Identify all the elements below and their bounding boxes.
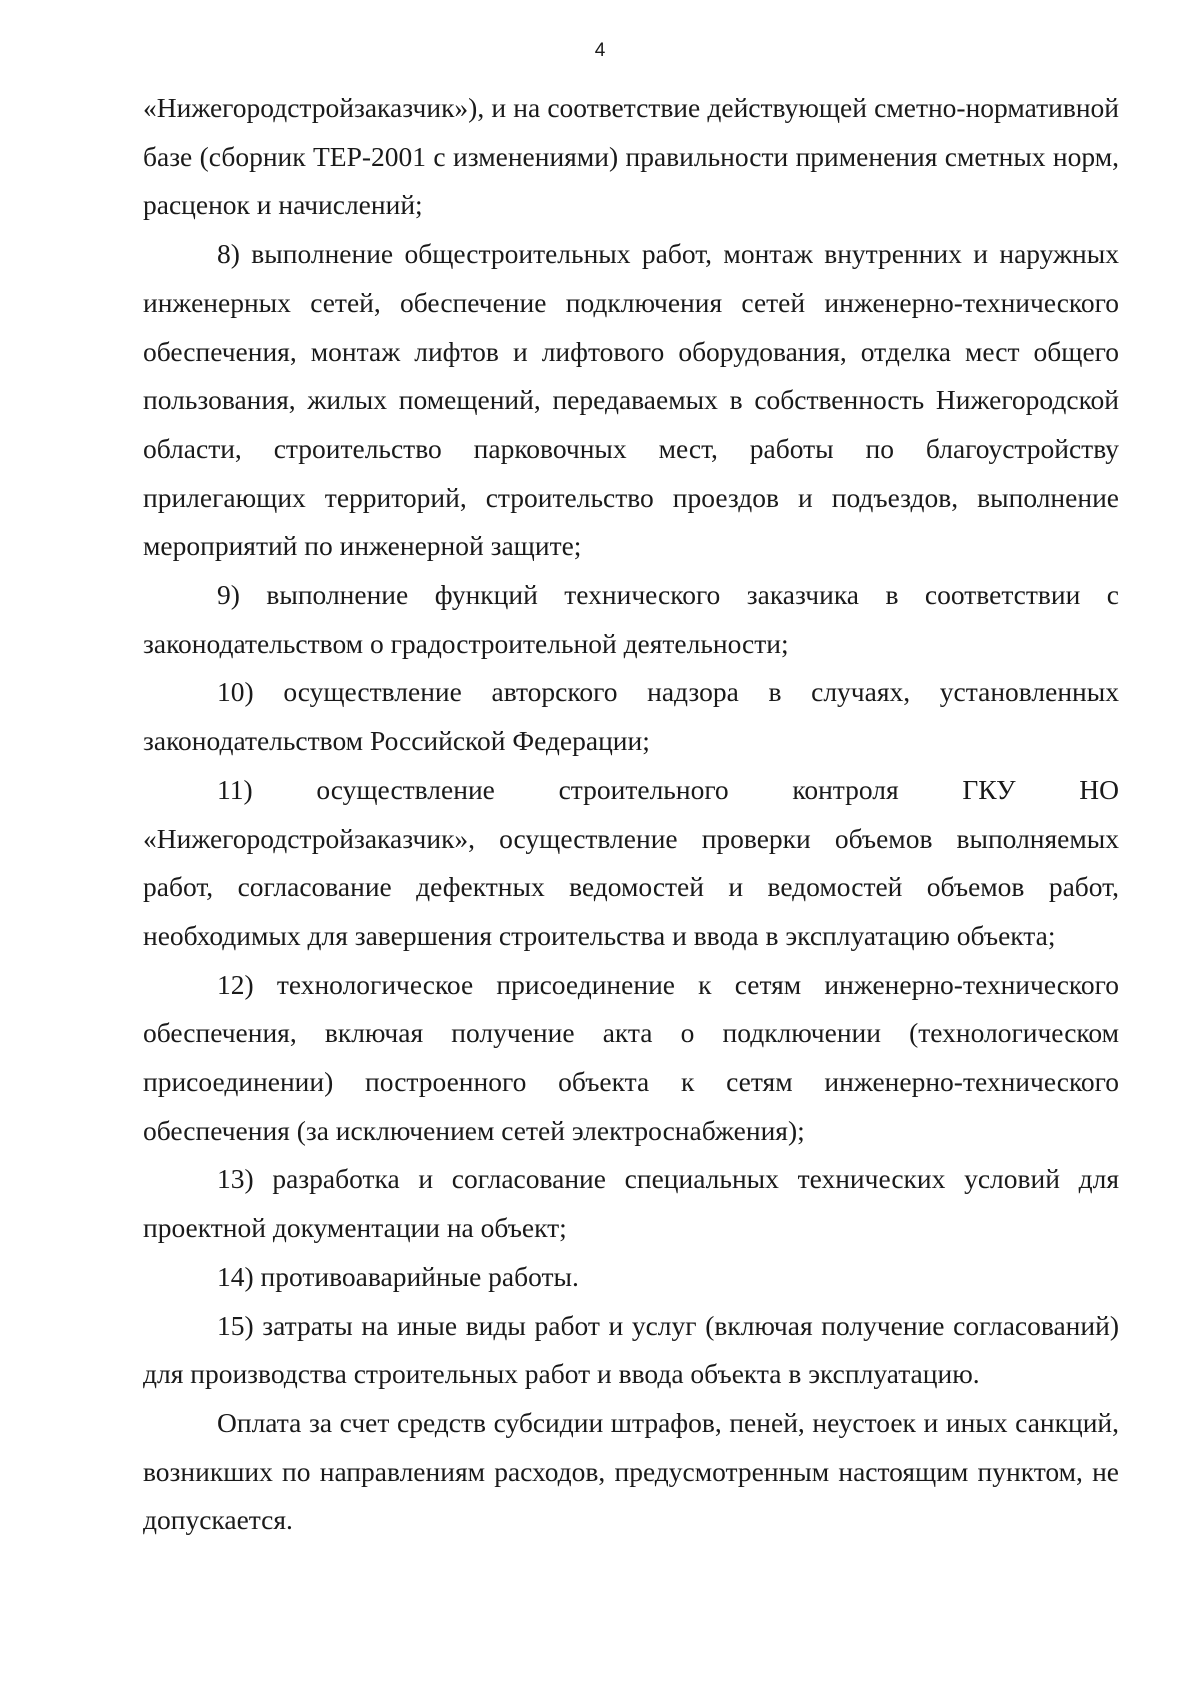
paragraph-item-13: 13) разработка и согласование специальных технических условий для проектной документации на объект; [143,1163,1119,1244]
paragraph-item-10: 10) осуществление авторского надзора в случаях, установленных законодательством Российской Федерации; [143,676,1119,757]
paragraph-continuation: «Нижегородстройзаказчик»), и на соответствие действующей сметно-нормативной базе (сборник ТЕР-2001 с изменениями) правильности применения сметных норм, расценок и начислений; [143,92,1119,221]
paragraph-item-11: 11) осуществление строительного контроля ГКУ НО «Нижегородстройзаказчик», осуществление проверки объемов выполняемых работ, согласование дефектных ведомостей и ведомостей объемов работ, необходимых для завершения строительства и ввода в эксплуатацию объекта; [143,773,1119,951]
paragraph-item-14: 14) противоаварийные работы. [217,1260,579,1292]
document-body [143,84,1119,1545]
page-number: 4 [594,40,606,61]
paragraph-item-15: 15) затраты на иные виды работ и услуг (включая получение согласований) для производства строительных работ и ввода объекта в эксплуатацию. [143,1309,1119,1390]
paragraph-item-12: 12) технологическое присоединение к сетям инженерно-технического обеспечения, включая получение акта о подключении (технологическом присоединении) построенного объекта к сетям инженерно-технического обеспечения (за исключением сетей электроснабжения); [143,968,1119,1146]
paragraph-payment-note: Оплата за счет средств субсидии штрафов, пеней, неустоек и иных санкций, возникших по направлениям расходов, предусмотренным настоящим пунктом, не допускается. [143,1406,1119,1536]
paragraph-item-9: 9) выполнение функций технического заказчика в соответствии с законодательством о градостроительной деятельности; [143,579,1119,659]
paragraph-item-8: 8) выполнение общестроительных работ, монтаж внутренних и наружных инженерных сетей, обеспечение подключения сетей инженерно-технического обеспечения, монтаж лифтов и лифтового оборудования, отделка мест общего пользования, жилых помещений, передаваемых в собственность Нижегородской области, строительство парковочных мест, работы по благоустройству прилегающих территорий, строительство проездов и подъездов, выполнение мероприятий по инженерной защите; [143,238,1119,562]
